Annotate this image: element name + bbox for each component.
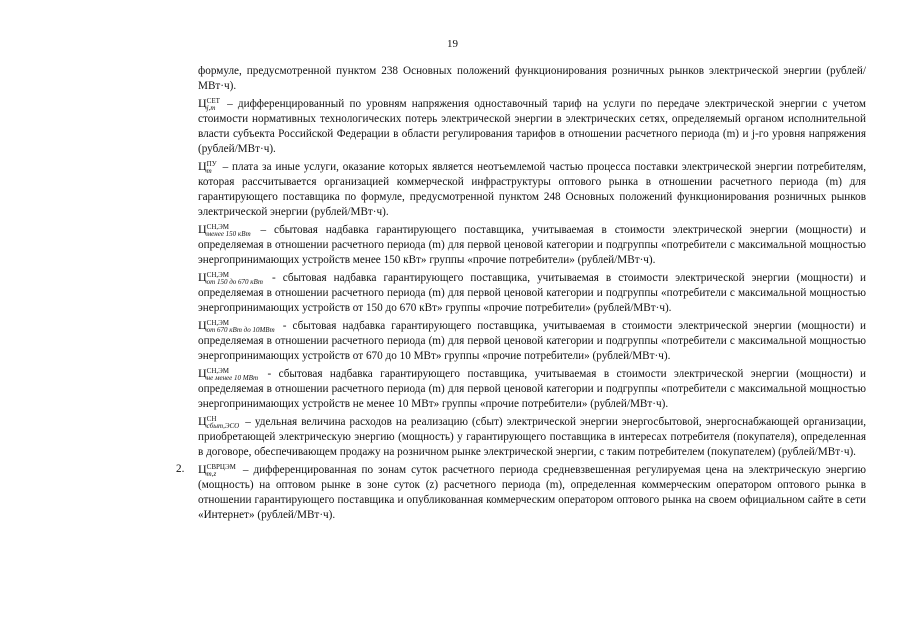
- definition-tariff-set: [198, 96, 866, 157]
- definition-pu: [198, 159, 866, 220]
- symbol-ts-sn-em: Ц СН,ЭМ от 150 до 670 кВт: [198, 270, 263, 286]
- definition-text: – дифференцированная по зонам суток расчетного периода средневзвешенная регулируемая цена на электрическую энергию (мощность) на оптовом рынке в зоне суток (z) расчетного периода (m), определенная коммерческим оператором оптового рынка в отношении гарантирующего поставщика и опубликованная коммерческим оператором оптового рынка на своем официальном сайте в сети «Интернет» (рублей/МВт·ч).: [198, 464, 866, 521]
- symbol-ts-set: Ц СЕТ j,m: [198, 96, 220, 112]
- definition-sn-670-10mw: [198, 318, 866, 364]
- symbol-ts-pu: Ц ПУ m: [198, 159, 217, 175]
- numbered-item-2: [176, 462, 866, 523]
- intro-paragraph: формуле, предусмотренной пунктом 238 Основных положений функционирования розничных рынков электрической энергии (рублей/МВт·ч).: [198, 65, 866, 92]
- symbol-ts-sn-em: Ц СН,ЭМ не менее 10 МВт: [198, 366, 259, 382]
- page-number: 19: [447, 38, 458, 50]
- definition-text: – дифференцированный по уровням напряжения одноставочный тариф на услуги по передаче электрической энергии с учетом стоимости нормативных технологических потерь электрической энергии в электрических сетях, определяемый органом исполнительной власти субъекта Российской Федерации в области регулирования тарифов в отношении расчетного периода (m) и j-го уровня напряжения (рублей/МВт·ч).: [198, 98, 866, 155]
- document-body: [176, 64, 866, 523]
- symbol-ts-sn-sbyt: Ц СН сбыт,ЭСО: [198, 414, 240, 430]
- item-number: 2.: [176, 463, 185, 475]
- definition-sn-sbyt-eso: [198, 414, 866, 460]
- symbol-ts-sn-em: Ц СН,ЭМ от 670 кВт до 10МВт: [198, 318, 275, 334]
- definition-text: – сбытовая надбавка гарантирующего поставщика, учитываемая в стоимости электрической энергии (мощности) и определяемая в отношении расчетного периода (m) для первой ценовой категории и подгруппы «потребители с максимальной мощностью энергопринимающих устройств менее 150 кВт» группы «прочие потребители» (рублей/МВт·ч).: [198, 224, 866, 266]
- definition-text: - сбытовая надбавка гарантирующего поставщика, учитываемая в стоимости электрической энергии (мощности) и определяемая в отношении расчетного периода (m) для первой ценовой категории и подгруппы «потребители с максимальной мощностью энергопринимающих устройств от 670 до 10 МВт» группы «прочие потребители» (рублей/МВт·ч).: [198, 320, 866, 362]
- symbol-ts-svrtsem: Ц СВРЦЭМ m,z: [198, 462, 236, 478]
- definition-text: – удельная величина расходов на реализацию (сбыт) электрической энергии энергосбытовой, энергоснабжающей организации, приобретающей электрическую энергию (мощность) у гарантирующего поставщика в интересах потребителя (покупателя), определенная в договоре, обеспечивающем продажу на розничном рынке электрической энергии, с таким потребителем (покупателем) (рублей/МВт·ч).: [198, 416, 866, 458]
- definition-text: – плата за иные услуги, оказание которых является неотъемлемой частью процесса поставки электрической энергии потребителям, которая рассчитывается организацией коммерческой инфраструктуры оптового рынка в отношении расчетного периода (m) для гарантирующего поставщика по формуле, предусмотренной пунктом 248 Основных положений функционирования розничных рынков электрической энергии (рублей/МВт·ч).: [198, 161, 866, 218]
- definition-sn-not-less-10mw: [198, 366, 866, 412]
- definition-sn-150-670: [198, 270, 866, 316]
- definition-sn-less-150: [198, 222, 866, 268]
- definition-text: - сбытовая надбавка гарантирующего поставщика, учитываемая в стоимости электрической энергии (мощности) и определяемая в отношении расчетного периода (m) для первой ценовой категории и подгруппы «потребители с максимальной мощностью энергопринимающих устройств не менее 10 МВт» группы «прочие потребители» (рублей/МВт·ч).: [198, 368, 866, 410]
- definition-text: - сбытовая надбавка гарантирующего поставщика, учитываемая в стоимости электрической энергии (мощности) и определяемая в отношении расчетного периода (m) для первой ценовой категории и подгруппы «потребители с максимальной мощностью энергопринимающих устройств от 150 до 670 кВт» группы «прочие потребители» (рублей/МВт·ч).: [198, 272, 866, 314]
- symbol-ts-sn-em: Ц СН,ЭМ менее 150 кВт: [198, 222, 251, 238]
